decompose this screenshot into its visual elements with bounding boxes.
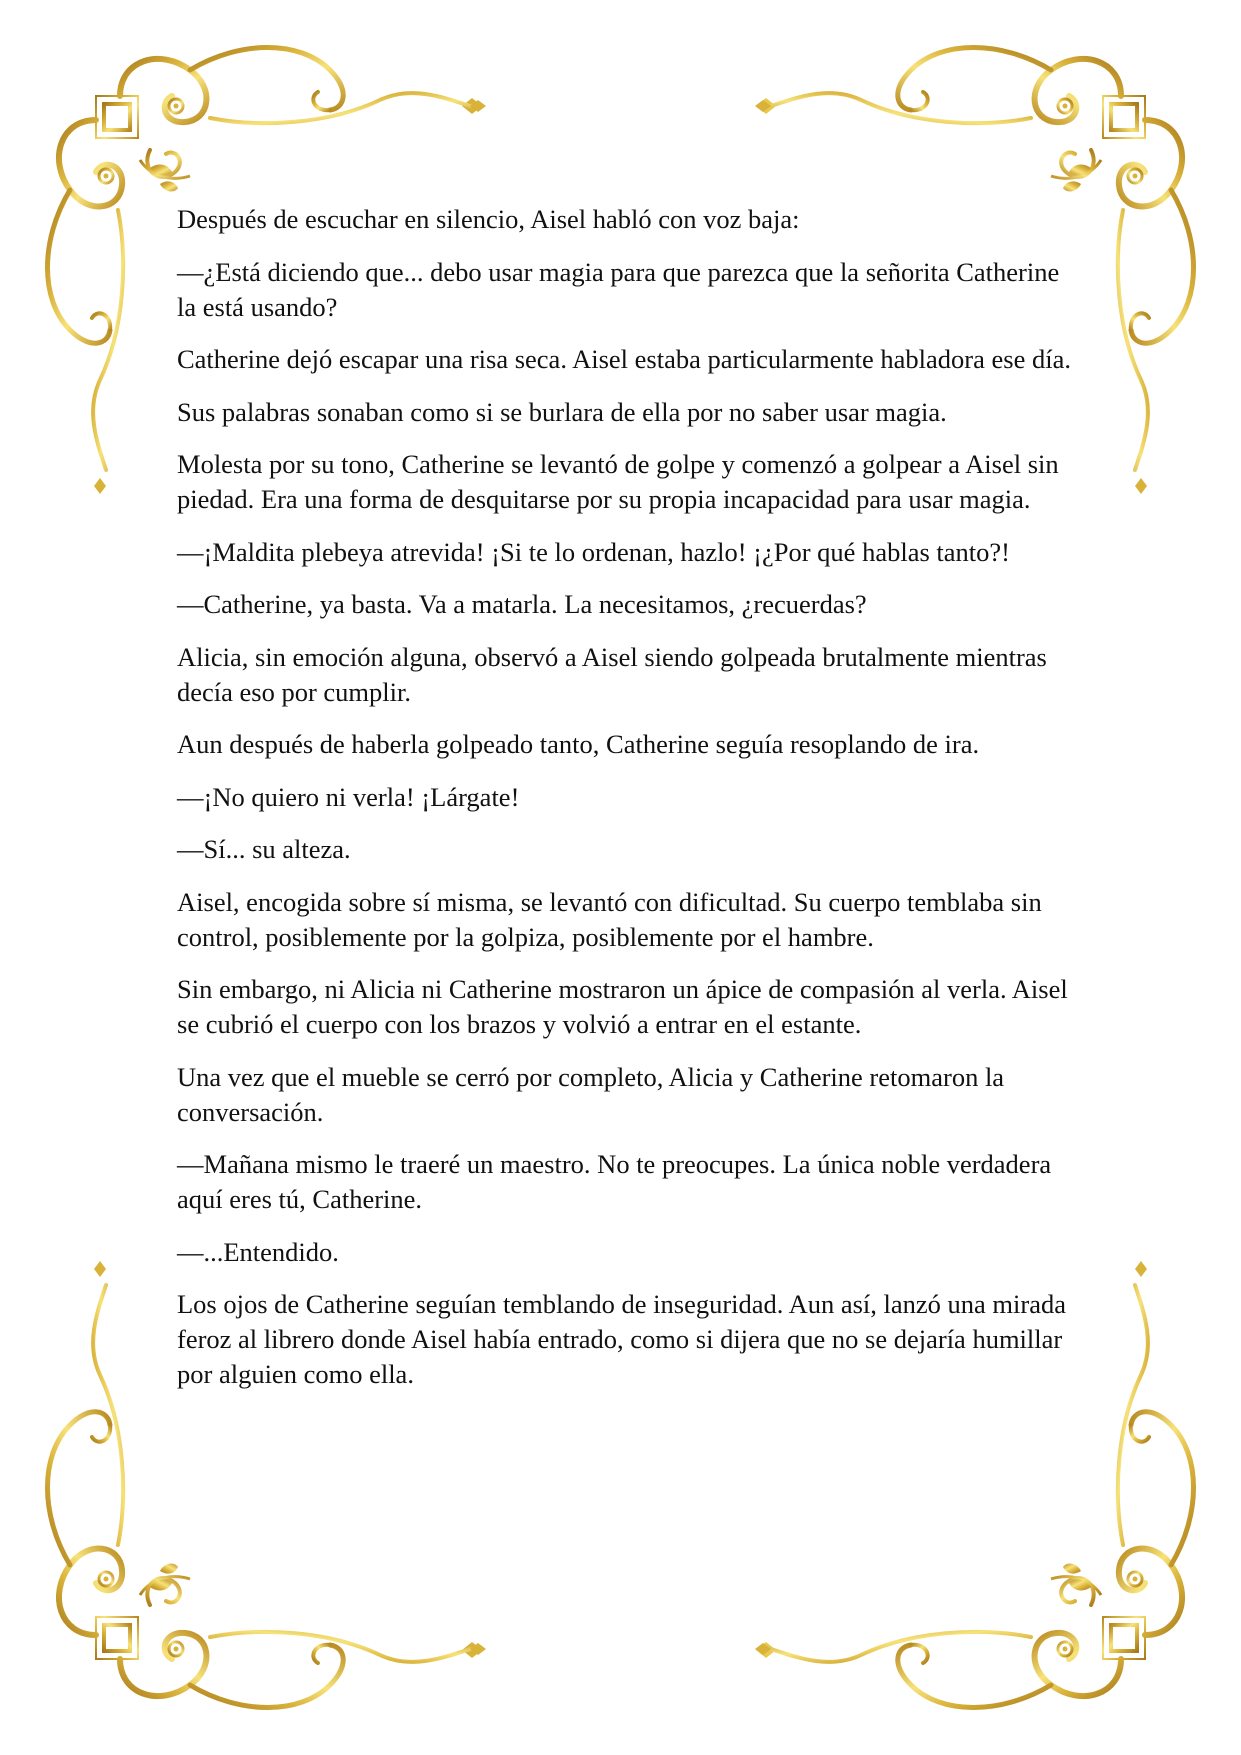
paragraph: —¡No quiero ni verla! ¡Lárgate! <box>177 781 520 812</box>
paragraph: Sin embargo, ni Alicia ni Catherine mostraron un ápice de compasión al verla. Aisel se cubrió el cuerpo con los brazos y volvió a entrar en el estante. <box>177 974 1068 1039</box>
document-body <box>177 202 1077 1410</box>
paragraph: —Catherine, ya basta. Va a matarla. La necesitamos, ¿recuerdas? <box>177 589 867 619</box>
paragraph: Catherine dejó escapar una risa seca. Aisel estaba particularmente habladora ese día. <box>177 344 1071 374</box>
paragraph: Una vez que el mueble se cerró por completo, Alicia y Catherine retomaron la conversación. <box>177 1061 1005 1127</box>
paragraph: Alicia, sin emoción alguna, observó a Aisel siendo golpeada brutalmente mientras decía eso por cumplir. <box>177 641 1047 707</box>
paragraph: Después de escuchar en silencio, Aisel habló con voz baja: <box>177 204 800 234</box>
paragraph: Aisel, encogida sobre sí misma, se levantó con dificultad. Su cuerpo temblaba sin control, posiblemente por la golpiza, posiblemente por el hambre. <box>177 886 1042 952</box>
paragraph: Los ojos de Catherine seguían temblando de inseguridad. Aun así, lanzó una mirada feroz al librero donde Aisel había entrado, como si dijera que no se dejaría humillar por alguien como ella. <box>177 1289 1066 1389</box>
paragraph: Molesta por su tono, Catherine se levantó de golpe y comenzó a golpear a Aisel sin piedad. Era una forma de desquitarse por su propia incapacidad para usar magia. <box>177 449 1059 514</box>
paragraph: —¡Maldita plebeya atrevida! ¡Si te lo ordenan, hazlo! ¡¿Por qué hablas tanto?! <box>177 536 1010 567</box>
paragraph: —...Entendido. <box>177 1236 339 1267</box>
paragraph: Sus palabras sonaban como si se burlara de ella por no saber usar magia. <box>177 396 947 427</box>
paragraph: —¿Está diciendo que... debo usar magia para que parezca que la señorita Catherine la está usando? <box>177 256 1060 322</box>
paragraph: —Mañana mismo le traeré un maestro. No te preocupes. La única noble verdadera aquí eres tú, Catherine. <box>177 1149 1052 1214</box>
paragraph: —Sí... su alteza. <box>177 834 351 864</box>
paragraph: Aun después de haberla golpeado tanto, Catherine seguía resoplando de ira. <box>177 729 980 759</box>
